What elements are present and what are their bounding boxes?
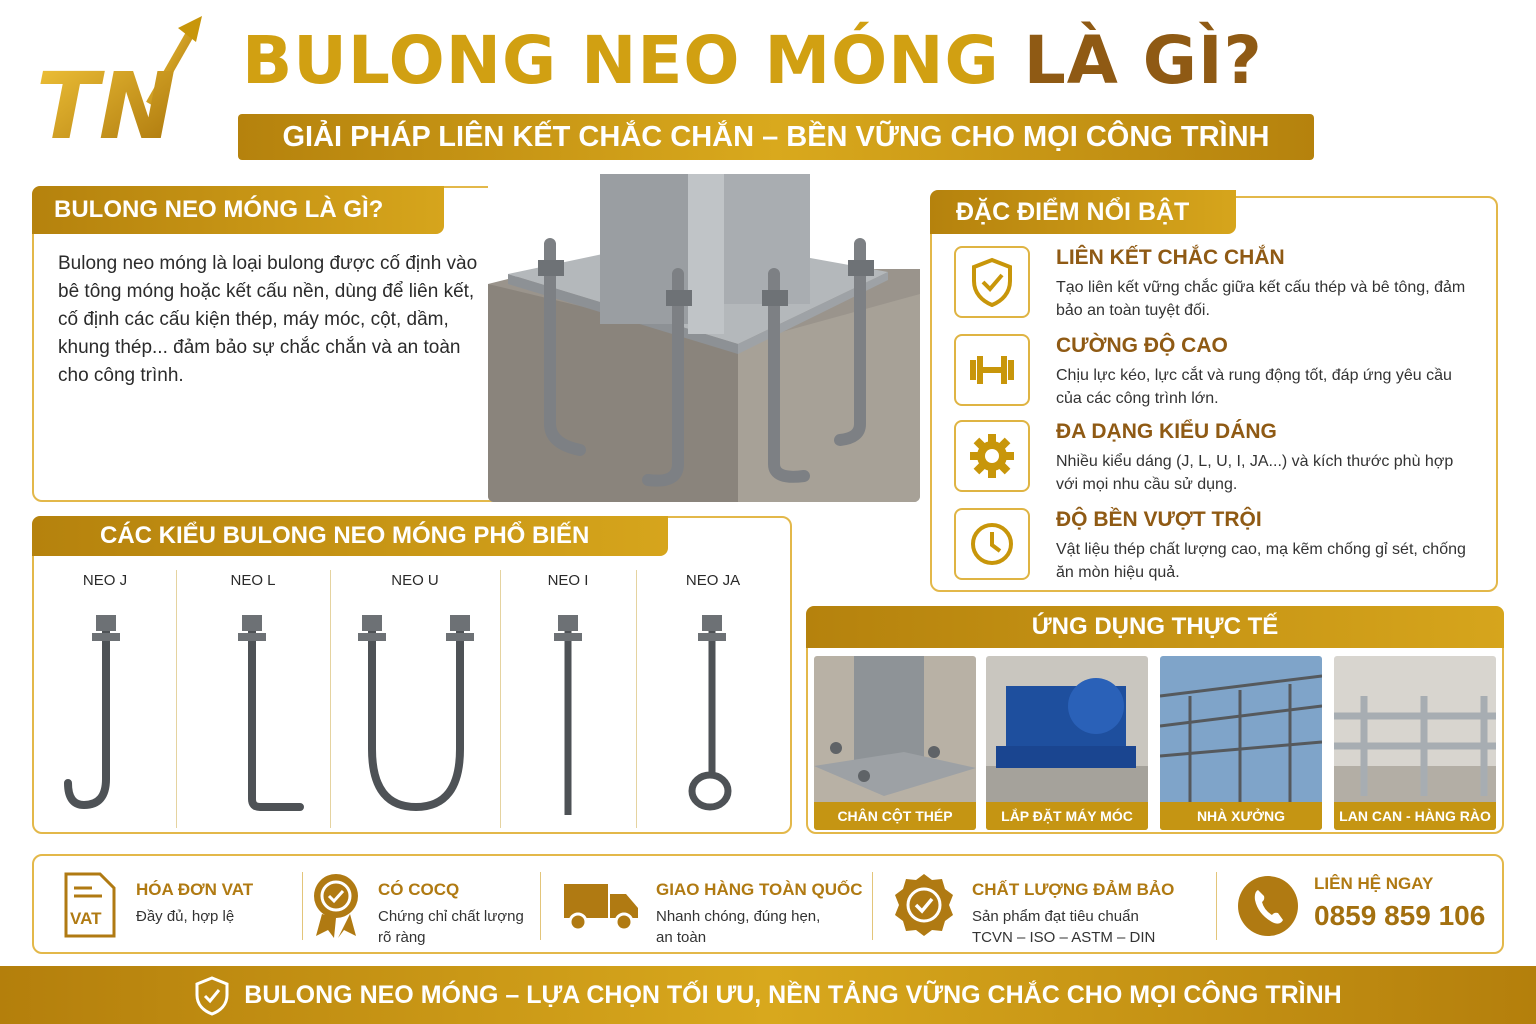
features-heading: ĐẶC ĐIỂM NỔI BẬT [930, 190, 1236, 234]
feature-title: ĐA DẠNG KIỂU DÁNG [1056, 420, 1277, 443]
applications-panel [806, 606, 1504, 834]
footer-text: BULONG NEO MÓNG – LỰA CHỌN TỐI ƯU, NỀN TẢNG VỮNG CHẮC CHO MỌI CÔNG TRÌNH [244, 981, 1342, 1009]
benefit-desc-block [378, 906, 524, 948]
bolt-type-ja [636, 568, 790, 830]
benefit-desc: Chứng chỉ chất lượng [378, 908, 524, 925]
feature-desc: Chịu lực kéo, lực cắt và rung động tốt, đáp ứng yêu cầu của các công trình lớn. [1056, 367, 1452, 407]
divider [872, 872, 873, 940]
bolt-type-label: NEO J [82, 572, 128, 589]
feature-item [954, 420, 1484, 500]
invoice-icon [62, 870, 124, 940]
bolt-type-u [330, 568, 500, 830]
subtitle-banner: GIẢI PHÁP LIÊN KẾT CHẮC CHẮN – BỀN VỮNG CHO MỌI CÔNG TRÌNH [238, 114, 1314, 160]
phone-icon[interactable] [1236, 870, 1300, 940]
u-bolt-icon [330, 589, 500, 819]
gear-icon [954, 420, 1030, 492]
bolt-type-j [34, 568, 176, 830]
feature-title: LIÊN KẾT CHẮC CHẮN [1056, 246, 1285, 269]
dumbbell-icon [954, 334, 1030, 406]
app-caption: LẮP ĐẶT MÁY MÓC [986, 802, 1148, 830]
feature-item [954, 508, 1484, 588]
benefit-desc: Đầy đủ, hợp lệ [136, 908, 235, 925]
app-card-machinery [986, 656, 1148, 830]
truck-icon [560, 870, 640, 940]
i-bolt-icon [500, 589, 636, 819]
bolt-type-i [500, 568, 636, 830]
benefit-desc-block [972, 906, 1155, 948]
bolt-type-label: NEO U [391, 572, 439, 589]
feature-title: ĐỘ BỀN VƯỢT TRỘI [1056, 508, 1262, 531]
definition-heading: BULONG NEO MÓNG LÀ GÌ? [32, 186, 444, 234]
title-question: LÀ GÌ? [1023, 22, 1263, 99]
benefit-item [62, 870, 292, 944]
shield-check-icon [194, 976, 230, 1016]
bolt-types-panel [32, 516, 792, 834]
page-title [242, 22, 1263, 99]
benefit-title: HÓA ĐƠN VAT [136, 880, 254, 899]
feature-item [954, 246, 1484, 326]
ja-bolt-icon [636, 589, 790, 819]
definition-text: Bulong neo móng là loại bulong được cố định vào bê tông móng hoặc kết cấu nền, dùng để liên kết, cố định các cấu kiện thép, máy móc, cột, dầm, khung thép... đảm bảo sự chắc chắn và an toàn cho công trình. [58, 253, 478, 386]
benefit-desc: an toàn [656, 929, 707, 946]
contact-phone[interactable]: 0859 859 106 [1314, 900, 1486, 931]
contact-title: LIÊN HỆ NGAY [1314, 874, 1434, 893]
bolt-type-label: NEO L [230, 572, 276, 589]
title-main: BULONG NEO MÓNG [242, 22, 1000, 99]
benefit-desc: Nhanh chóng, đúng hẹn, [656, 908, 821, 925]
benefit-desc: TCVN – ISO – ASTM – DIN [972, 929, 1156, 946]
hero-image-column-base [488, 174, 920, 502]
app-card-column-base [814, 656, 976, 830]
shield-check-icon [954, 246, 1030, 318]
bolt-type-label: NEO JA [685, 572, 741, 589]
benefit-item [308, 870, 538, 944]
benefit-desc: rõ ràng [378, 929, 426, 946]
feature-desc: Tạo liên kết vững chắc giữa kết cấu thép và bê tông, đảm bảo an toàn tuyệt đối. [1056, 279, 1466, 319]
benefit-item [892, 870, 1202, 944]
clock-icon [954, 508, 1030, 580]
footer-banner [0, 966, 1536, 1024]
divider [302, 872, 303, 940]
bolt-type-label: NEO I [547, 572, 589, 589]
invoice-icon-text: VAT [70, 909, 102, 928]
app-caption: NHÀ XƯỞNG [1160, 802, 1322, 830]
l-bolt-icon [176, 589, 330, 819]
brand-logo [30, 14, 210, 154]
benefit-title: CHẤT LƯỢNG ĐẢM BẢO [972, 880, 1175, 899]
badge-check-icon [892, 870, 954, 940]
benefit-desc: Sản phẩm đạt tiêu chuẩn [972, 908, 1139, 925]
features-panel [930, 196, 1498, 592]
feature-title: CƯỜNG ĐỘ CAO [1056, 334, 1228, 357]
contact-item[interactable] [1236, 870, 1498, 944]
benefit-desc-block [656, 906, 820, 948]
bolt-types-heading: CÁC KIỂU BULONG NEO MÓNG PHỔ BIẾN [32, 516, 668, 556]
divider [1216, 872, 1217, 940]
app-caption: CHÂN CỘT THÉP [814, 802, 976, 830]
benefits-strip [32, 854, 1504, 954]
divider [540, 872, 541, 940]
j-bolt-icon [34, 589, 176, 819]
benefit-title: GIAO HÀNG TOÀN QUỐC [656, 880, 863, 899]
benefit-item [560, 870, 880, 944]
feature-desc: Vật liệu thép chất lượng cao, mạ kẽm chống gỉ sét, chống ăn mòn hiệu quả. [1056, 541, 1466, 581]
bolt-type-l [176, 568, 330, 830]
applications-heading: ỨNG DỤNG THỰC TẾ [806, 606, 1504, 648]
feature-item [954, 334, 1484, 414]
logo-text: TN [36, 53, 176, 154]
certificate-icon [308, 870, 370, 940]
benefit-title: CÓ COCQ [378, 880, 460, 899]
app-card-railing [1334, 656, 1496, 830]
app-card-factory [1160, 656, 1322, 830]
feature-desc: Nhiều kiểu dáng (J, L, U, I, JA...) và kích thước phù hợp với mọi nhu cầu sử dụng. [1056, 453, 1454, 493]
app-caption: LAN CAN - HÀNG RÀO [1334, 802, 1496, 830]
